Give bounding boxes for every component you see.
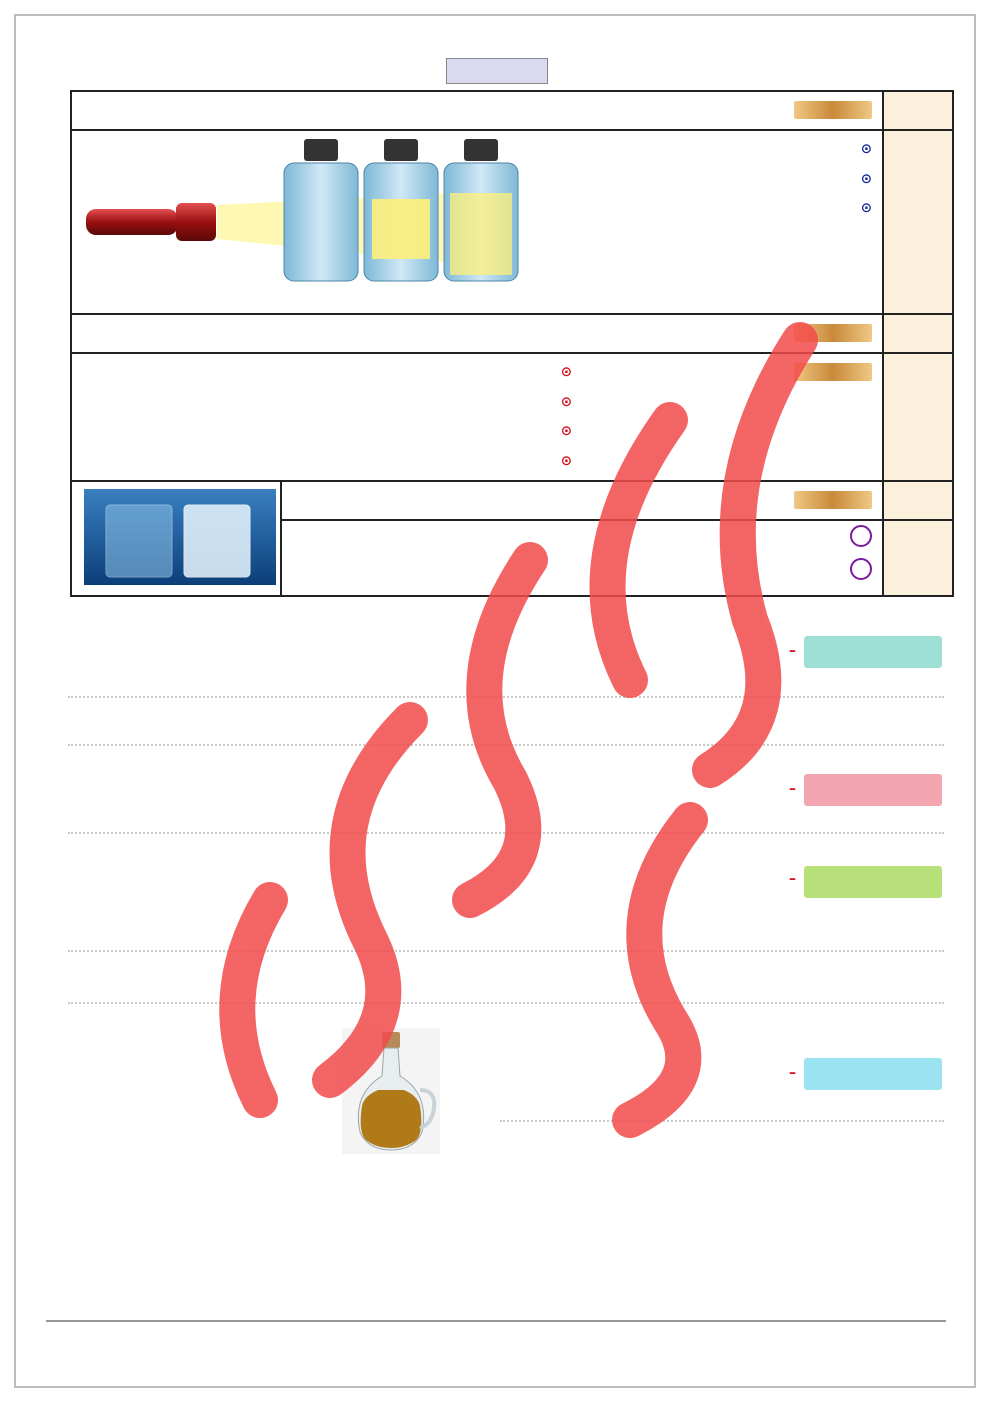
uses-item xyxy=(292,525,872,558)
tyndall-illustration xyxy=(72,131,532,313)
bottle-solution xyxy=(284,139,358,281)
author-tag xyxy=(804,866,942,898)
top-decor-strip xyxy=(40,22,952,56)
circle-bullet-icon: ⊙ xyxy=(860,200,872,216)
circle-bullet-icon: ⊙ xyxy=(860,170,872,187)
signature-stamp xyxy=(794,491,872,509)
description-row xyxy=(71,130,953,314)
uses-item xyxy=(292,558,872,591)
beakers-image-cell xyxy=(71,481,281,596)
note-header xyxy=(883,481,953,520)
answer-line[interactable] xyxy=(68,744,944,746)
uses-cell xyxy=(281,520,883,596)
bottle-colloid xyxy=(364,139,438,281)
question-4: – xyxy=(789,1065,796,1081)
note-cell xyxy=(281,481,883,520)
author-tag xyxy=(804,774,942,806)
note-row xyxy=(71,481,953,520)
signature-stamp xyxy=(794,363,872,381)
beakers-image xyxy=(84,489,276,585)
tyndall-table xyxy=(70,90,954,597)
side-decor-strip xyxy=(22,66,56,1302)
flashlight-head xyxy=(176,203,216,241)
cause-cell xyxy=(71,314,883,353)
occurrence-row xyxy=(71,353,953,481)
definition-header xyxy=(883,91,953,130)
question-1: – xyxy=(789,643,796,659)
description-text xyxy=(532,131,882,313)
definition-row xyxy=(71,91,953,130)
page-title xyxy=(446,58,548,84)
definition-cell xyxy=(71,91,883,130)
occurrence-item: ⊙ xyxy=(560,452,572,469)
description-header xyxy=(883,130,953,314)
answer-line[interactable] xyxy=(500,1120,944,1122)
oil-bottle-image xyxy=(342,1028,440,1154)
flashlight-body xyxy=(86,209,178,235)
footer-divider xyxy=(46,1320,946,1322)
signature-stamp xyxy=(794,324,872,342)
question-2: – xyxy=(789,781,796,797)
bottles-flashlight-image xyxy=(72,131,532,313)
cause-header xyxy=(883,314,953,353)
uses-header xyxy=(883,520,953,596)
cause-row xyxy=(71,314,953,353)
question-3: – xyxy=(789,871,796,887)
signature-stamp xyxy=(794,101,872,119)
author-tag xyxy=(804,636,942,668)
description-cell xyxy=(71,130,883,314)
bottle-suspension xyxy=(444,139,518,281)
occurrence-item: ⊙ xyxy=(560,423,572,439)
answer-line[interactable] xyxy=(68,696,944,698)
occurrence-item: ⊙ xyxy=(560,393,572,410)
answer-line[interactable] xyxy=(68,950,944,952)
answer-line[interactable] xyxy=(68,1002,944,1004)
answer-line[interactable] xyxy=(68,832,944,834)
occurrence-cell xyxy=(71,353,883,481)
occurrence-item: ⊙ xyxy=(560,364,572,380)
occurrence-header xyxy=(883,353,953,481)
author-tag xyxy=(804,1058,942,1090)
circle-bullet-icon: ⊙ xyxy=(860,141,872,157)
